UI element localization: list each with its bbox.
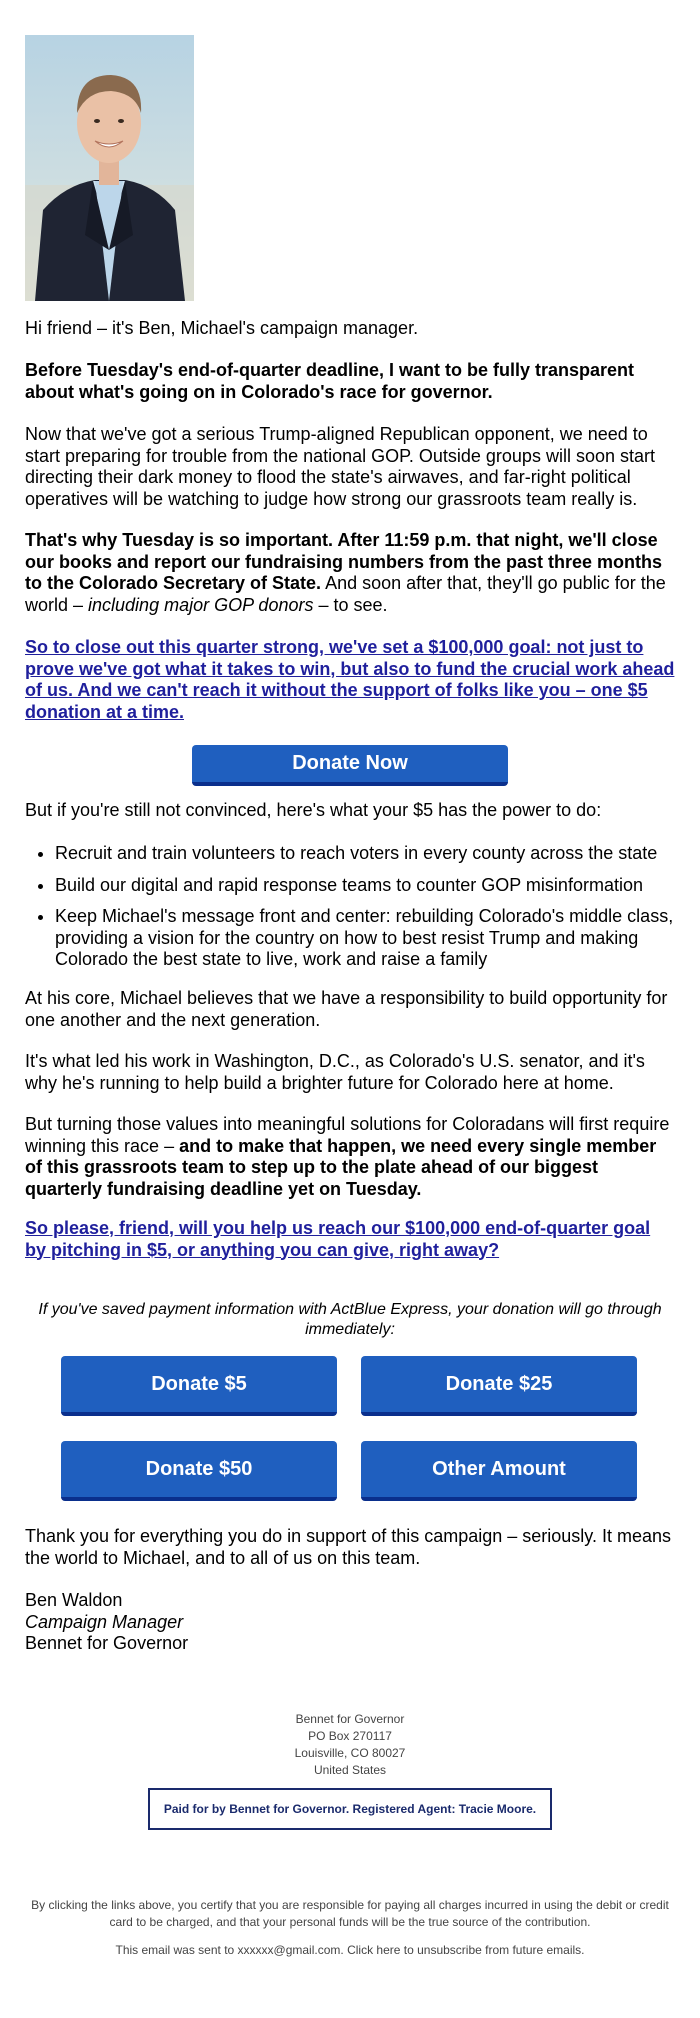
footer-org: Bennet for Governor (295, 1712, 405, 1726)
list-item: • Keep Michael's message front and center: rebuilding Colorado's middle class, providing a vision for the country on how to best resist Trump and making Colorado the best state to live, work and raise a family (55, 906, 675, 971)
goal-link[interactable]: So to close out this quarter strong, we've set a $100,000 goal: not just to prove we've got what it takes to win, but also to fund the crucial work ahead of us. And we can't reach it without the support of folks like you – one $5 donation at a time. (25, 637, 675, 722)
list-item: • Recruit and train volunteers to reach voters in every county across the state (55, 843, 675, 865)
intro-bold-text: Before Tuesday's end-of-quarter deadline, I want to be fully transparent about what's going on in Colorado's race for governor. (25, 360, 635, 402)
benefits-list (25, 843, 675, 981)
sent-to-mid: . (340, 1943, 348, 1957)
other-amount-button[interactable]: Other Amount (361, 1441, 637, 1501)
donate-now-button[interactable]: Donate Now (192, 745, 508, 786)
footer-address (0, 1711, 700, 1779)
disclaimer-text: By clicking the links above, you certify that you are responsible for paying all charges incurred in using the debit or credit card to be charged, and that your personal funds will be the true source of the contribution. (31, 1898, 669, 1929)
donate-25-button[interactable]: Donate $25 (361, 1356, 637, 1416)
signature-block (25, 1590, 675, 1655)
footer-city: Louisville, CO 80027 (294, 1746, 406, 1760)
list-item: • Build our digital and rapid response teams to counter GOP misinformation (55, 875, 675, 897)
turning-normal: But turning those values into meaningful solutions for Coloradans will first require winning this race – (25, 1114, 670, 1156)
recipient-email: xxxxxx@gmail.com (237, 1943, 341, 1957)
paragraph-tuesday (25, 530, 675, 616)
tuesday-bold: That's why Tuesday is so important. After 11:59 p.m. that night, we'll close our books and report our fundraising numbers from the past three months to the Colorado Secretary of State. (25, 530, 663, 593)
pitch-paragraph (25, 1218, 675, 1261)
footer-country: United States (313, 1763, 387, 1777)
signature-org: Bennet for Governor (25, 1633, 189, 1653)
thank-you-text: Thank you for everything you do in support of this campaign – seriously. It means the world to Michael, and to all of us on this team. (25, 1526, 672, 1568)
signature-name: Ben Waldon (25, 1590, 123, 1610)
paid-for-by-box: Paid for by Bennet for Governor. Registered Agent: Tracie Moore. (148, 1788, 552, 1830)
paragraph-dc: It's what led his work in Washington, D.C., as Colorado's U.S. senator, and it's why he's running to help build a brighter future for Colorado here at home. (25, 1051, 645, 1093)
tuesday-end: – to see. (313, 594, 388, 615)
turning-bold: and to make that happen, we need every single member of this grassroots team to step up to the plate ahead of our biggest quarterly fundraising deadline yet on Tuesday. (25, 1135, 657, 1199)
paragraph-core: At his core, Michael believes that we have a responsibility to build opportunity for one another and the next generation. (25, 988, 668, 1030)
tuesday-normal: And soon after that, they'll go public for the world – (25, 573, 666, 615)
paragraph-opponent: Now that we've got a serious Trump-aligned Republican opponent, we need to start preparing for trouble from the national GOP. Outside groups will soon start directing their dark money to flood the state's airwaves, and far-right political operatives will be watching to judge how strong our grassroots team really is. (25, 424, 655, 509)
sent-to-prefix: This email was sent to (115, 1943, 238, 1957)
footer-po-box: PO Box 270117 (308, 1729, 392, 1743)
unsubscribe-link[interactable]: Click here to unsubscribe from future emails. (347, 1943, 585, 1957)
pitch-in-link[interactable]: So please, friend, will you help us reach our $100,000 end-of-quarter goal by pitching in $5, or anything you can give, right away? (25, 1218, 651, 1260)
signature-title: Campaign Manager (25, 1611, 184, 1632)
tuesday-italic: including major GOP donors (88, 594, 314, 615)
paragraph-turning (25, 1114, 675, 1200)
goal-paragraph (25, 637, 675, 723)
portrait-image (25, 35, 194, 301)
sent-to-line (0, 1942, 700, 1959)
actblue-express-note: If you've saved payment information with ActBlue Express, your donation will go through immediately: (38, 1301, 662, 1338)
donate-50-button[interactable]: Donate $50 (61, 1441, 337, 1501)
donate-5-button[interactable]: Donate $5 (61, 1356, 337, 1416)
convince-text: But if you're still not convinced, here's what your $5 has the power to do: (25, 800, 602, 820)
candidate-photo (25, 35, 194, 301)
greeting-text: Hi friend – it's Ben, Michael's campaign manager. (25, 318, 419, 338)
